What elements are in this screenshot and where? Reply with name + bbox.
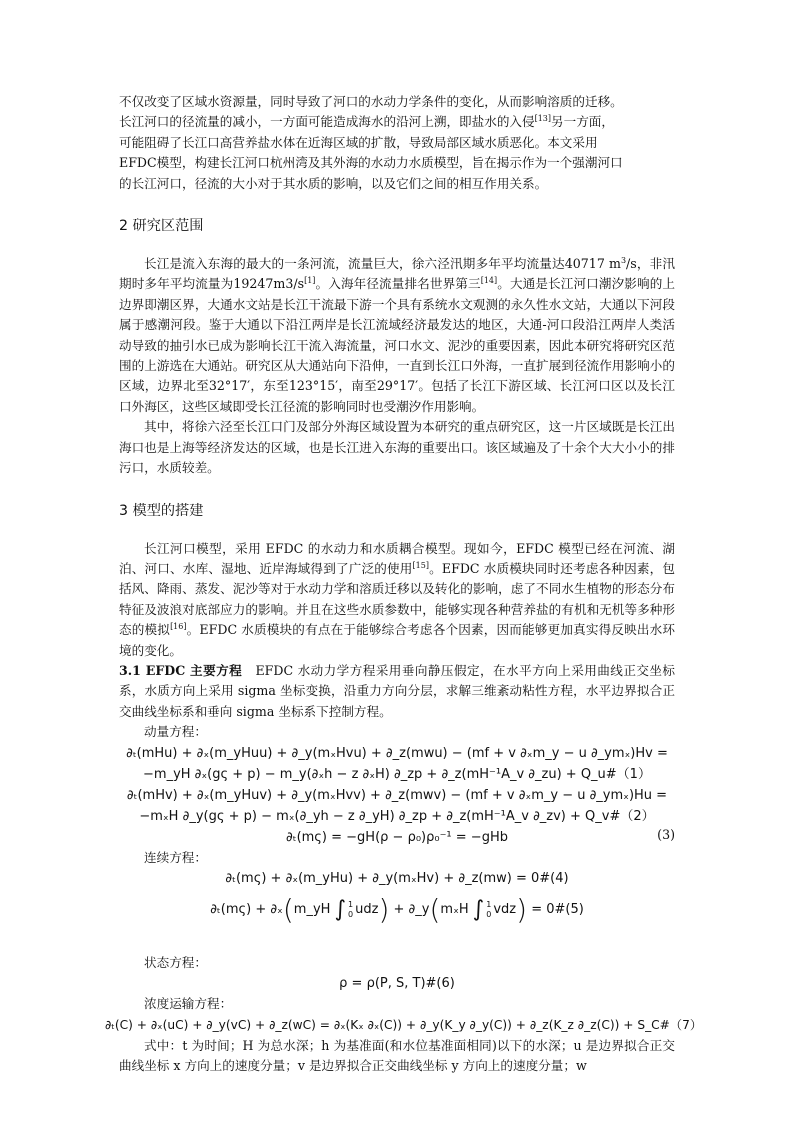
equation-2-line-1: ∂ₜ(mHv) + ∂ₓ(m_yHuv) + ∂_y(mₓHvv) + ∂_z(mwv) − (mf + v ∂ₓm_y − u ∂_ymₓ)Hu = bbox=[126, 787, 668, 803]
section-3-heading: 3 模型的搭建 bbox=[119, 502, 204, 519]
citation: [1] bbox=[304, 276, 316, 286]
equation-3: ∂ₜ(mς) = −gH(ρ − ρ₀)ρ₀⁻¹ = −gHb bbox=[286, 829, 508, 845]
equation-5: ∂ₜ(mς) + ∂ₓ ( m_yH ∫ 1 0 udz ) + ∂_y ( mₓH ∫ 1 0 vdz ) = 0#(5) bbox=[210, 892, 584, 926]
integral-sign: ∫ bbox=[472, 896, 485, 922]
intro-line-5: 的长江河口，径流的大小对于其水质的影响，以及它们之间的相互作用关系。 bbox=[119, 175, 548, 191]
section-2-paragraph-1: 长江是流入东海的最大的一条河流，流量巨大，徐六泾汛期多年平均流量达40717 $m^3/s$，非汛期时多年平均流量为19247m3/s[1]。入海年径流量排名世界第三[14]。大通是长江河口潮汐影响的上边界即潮区界，大通水文站是长江干流最下游一个具有系统水文观测的永久性水文站，大通以下河段属于感潮河段。鉴于大通以下沿江两岸是长江流域经济最发达的地区，大通-河口段沿江两岸人类活动导致的抽引水已成为影响长江干流入海流量，河口水文、泥沙的重要因素，因此本研究将研究区范围的上游选在大通站。研究区从大通站向下沿伸，一直到长江口外海，一直扩展到径流作用影响小的区域，边界北至32°17′，东至123°15′，南至29°17′。包括了长江下游区域、长江河口区以及长江口外海区，这些区域即受长江径流的影响同时也受潮汐作用影响。 bbox=[119, 255, 675, 414]
section-3-paragraph-1: 长江河口模型，采用 EFDC 的水动力和水质耦合模型。现如今，EFDC 模型已经在河流、湖泊、河口、水库、湿地、近岸海域得到了广泛的使用[15]。EFDC 水质模块同时还考虑各种因素，包括风、降雨、蒸发、泥沙等对于水动力学和溶质迁移以及转化的影响，虑了不同水生植物的形态分布特征及波浪对底部应力的影响。并且在这些水质参数中，能够实现各种营养盐的有机和无机等多种形态的模拟[16]。EFDC 水质模块的有点在于能够综合考虑各个因素，因而能够更加真实得反映出水环境的变化。 bbox=[119, 540, 676, 658]
equation-3-number: (3) bbox=[657, 826, 675, 842]
equation-3-row bbox=[119, 827, 675, 848]
equation-6: ρ = ρ(P, S, T)#(6) bbox=[339, 976, 455, 992]
equation-7: ∂ₜ(C) + ∂ₓ(uC) + ∂_y(vC) + ∂_z(wC) = ∂ₓ(Kₓ ∂ₓ(C)) + ∂_y(K_y ∂_y(C)) + ∂_z(K_z ∂_z(C)) + S_C#（7） bbox=[105, 1017, 703, 1032]
section-2-paragraph-2: 其中，将徐六泾至长江口门及部分外海区域设置为本研究的重点研究区，这一片区域既是长江出海口也是上海等经济发达的区域，也是长江进入东海的重要出口。该区域遍及了十余个大大小小的排污口，水质较差。 bbox=[119, 419, 675, 476]
intro-line-1: 不仅改变了区域水资源量，同时导致了河口的水动力学条件的变化，从而影响溶质的迁移。 bbox=[119, 94, 623, 109]
subsection-3-1-title: 3.1 EFDC 主要方程 bbox=[119, 662, 243, 678]
section-2-heading: 2 研究区范围 bbox=[119, 218, 204, 235]
momentum-label: 动量方程： bbox=[144, 724, 207, 740]
equation-2-line-2: −mₓH ∂_y(gς + p) − mₓ(∂_yh − z ∂_yH) ∂_zp + ∂_z(mH⁻¹A_v ∂_zv) + Q_v#（2） bbox=[139, 808, 655, 824]
state-label: 状态方程： bbox=[144, 954, 207, 970]
citation: [13] bbox=[534, 114, 552, 124]
transport-label: 浓度运输方程： bbox=[144, 996, 233, 1012]
intro-line-3: 可能阻碍了长江口高营养盐水体在近海区域的扩散，导致局部区域水质恶化。本文采用 bbox=[119, 134, 598, 150]
equation-1-line-1: ∂ₜ(mHu) + ∂ₓ(m_yHuu) + ∂_y(mₓHvu) + ∂_z(mwu) − (mf + v ∂ₓm_y − u ∂_ymₓ)Hv = bbox=[126, 745, 668, 761]
intro-paragraph bbox=[119, 92, 675, 194]
subsection-3-1: 3.1 EFDC 主要方程 EFDC 水动力学方程采用垂向静压假定，在水平方向上采用曲线正交坐标系，水质方向上采用 sigma 坐标变换，沿重力方向分层，求解三维紊动粘性方程，水平边界拟合正交曲线坐标系和垂向 sigma 坐标系下控制方程。 bbox=[119, 662, 675, 719]
continuity-label: 连续方程： bbox=[144, 849, 207, 865]
variable-definitions: 式中：t 为时间；H 为总水深；h 为基准面(和水位基准面相同)以下的水深；u 是边界拟合正交曲线坐标 x 方向上的速度分量；v 是边界拟合正交曲线坐标 y 方向上的速度分量；w bbox=[119, 1037, 675, 1074]
intro-line-2: 长江河口的径流量的减小，一方面可能造成海水的沿河上溯，即盐水的入侵[13]另一方面， bbox=[119, 114, 614, 130]
citation: [14] bbox=[480, 276, 498, 286]
citation: [16] bbox=[170, 621, 187, 631]
equation-4: ∂ₜ(mς) + ∂ₓ(m_yHu) + ∂_y(mₓHv) + ∂_z(mw) = 0#(4) bbox=[225, 870, 569, 886]
integral-sign: ∫ bbox=[334, 896, 347, 922]
citation: [15] bbox=[412, 560, 429, 570]
equation-1-line-2: −m_yH ∂ₓ(gς + p) − m_y(∂ₓh − z ∂ₓH) ∂_zp + ∂_z(mH⁻¹A_v ∂_zu) + Q_u#（1） bbox=[143, 766, 651, 782]
document-body bbox=[105, 92, 703, 1077]
intro-line-4: EFDC模型，构建长江河口杭州湾及其外海的水动力水质模型，旨在揭示作为一个强潮河口 bbox=[119, 155, 623, 171]
